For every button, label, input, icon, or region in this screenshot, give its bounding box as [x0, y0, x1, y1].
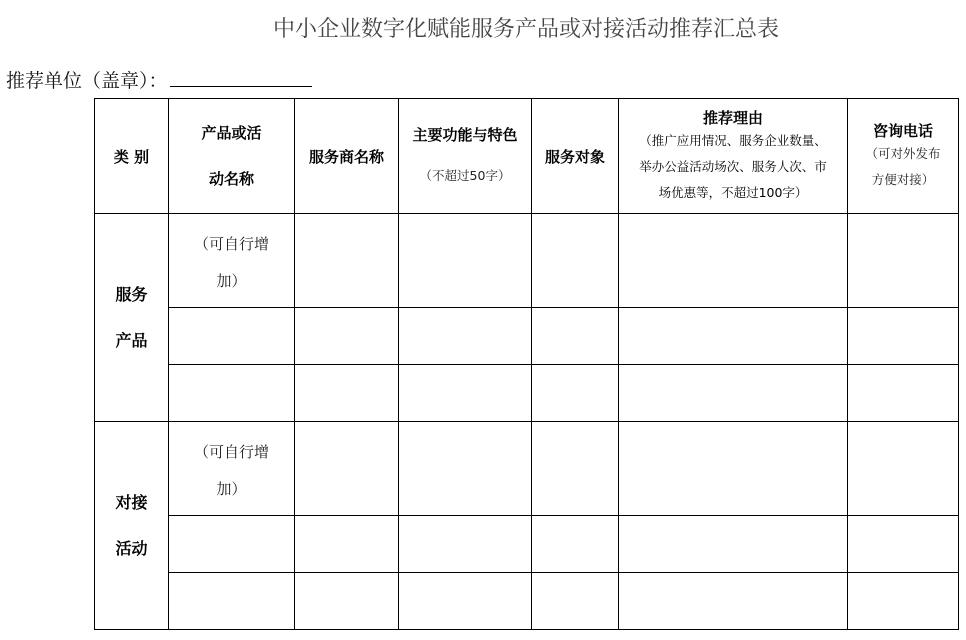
table-cell[interactable]: [848, 308, 959, 365]
table-cell[interactable]: [619, 573, 848, 630]
table-cell[interactable]: [848, 422, 959, 516]
header-name-line2: 动名称: [208, 170, 254, 188]
table-cell[interactable]: [532, 573, 619, 630]
table-cell[interactable]: [169, 573, 295, 630]
recommender-blank-line[interactable]: [170, 68, 312, 87]
table-cell[interactable]: [399, 214, 532, 308]
table-cell[interactable]: [295, 365, 399, 422]
header-name: [169, 99, 295, 214]
header-phone-label: 咨询电话: [872, 121, 933, 140]
table-cell[interactable]: [399, 365, 532, 422]
table-cell[interactable]: [848, 214, 959, 308]
header-features-note: （不超过50字）: [419, 167, 511, 183]
header-features: [399, 99, 532, 214]
table-cell[interactable]: [295, 516, 399, 573]
table-cell[interactable]: [169, 308, 295, 365]
table-cell[interactable]: [169, 365, 295, 422]
table-cell[interactable]: [532, 516, 619, 573]
recommender-field: [6, 66, 312, 93]
header-reason-label: 推荐理由: [702, 108, 763, 127]
table-cell[interactable]: [295, 214, 399, 308]
table-cell[interactable]: [532, 365, 619, 422]
category-cell: [95, 422, 169, 630]
header-reason-note-1: （推广应用情况、服务企业数量、: [639, 132, 827, 148]
table-cell[interactable]: [532, 214, 619, 308]
table-cell[interactable]: [619, 365, 848, 422]
header-reason-note-2: 举办公益活动场次、服务人次、市: [639, 158, 827, 174]
name-cell-note[interactable]: [169, 422, 295, 516]
page-title: 中小企业数字化赋能服务产品或对接活动推荐汇总表: [272, 17, 779, 42]
table-cell[interactable]: [399, 422, 532, 516]
recommender-label: 推荐单位（盖章）：: [6, 70, 168, 92]
header-row: [95, 99, 959, 214]
table-cell[interactable]: [619, 422, 848, 516]
summary-table: [94, 98, 959, 630]
note-line2: 加）: [216, 272, 247, 290]
table-row: [95, 365, 959, 422]
table-cell[interactable]: [295, 422, 399, 516]
note-line2: 加）: [216, 480, 247, 498]
header-category: 类 别: [95, 99, 169, 214]
header-name-line1: 产品或活: [201, 124, 262, 142]
table-row: [95, 308, 959, 365]
table-row: [95, 573, 959, 630]
table-cell[interactable]: [848, 573, 959, 630]
table-cell[interactable]: [295, 308, 399, 365]
table-cell[interactable]: [169, 516, 295, 573]
table-cell[interactable]: [619, 308, 848, 365]
note-line1: （可自行增: [193, 443, 269, 461]
category-line2: 活动: [115, 538, 148, 558]
table-cell[interactable]: [295, 573, 399, 630]
table-row: [95, 422, 959, 516]
note-line1: （可自行增: [193, 235, 269, 253]
table-cell[interactable]: [848, 516, 959, 573]
category-cell: [95, 214, 169, 422]
table-cell[interactable]: [619, 516, 848, 573]
table-cell[interactable]: [532, 308, 619, 365]
table-row: [95, 214, 959, 308]
category-line1: 对接: [115, 492, 148, 512]
header-phone: [848, 99, 959, 214]
header-phone-note-2: 方便对接）: [871, 171, 935, 187]
table-row: [95, 516, 959, 573]
category-line1: 服务: [115, 284, 148, 304]
header-reason: [619, 99, 848, 214]
category-line2: 产品: [115, 330, 148, 350]
table-cell[interactable]: [532, 422, 619, 516]
header-phone-note-1: （可对外发布: [865, 145, 941, 161]
header-provider: 服务商名称: [295, 99, 399, 214]
table-cell[interactable]: [848, 365, 959, 422]
header-reason-note-3: 场优惠等，不超过100字）: [658, 184, 808, 200]
table-cell[interactable]: [399, 308, 532, 365]
header-target: 服务对象: [532, 99, 619, 214]
table-cell[interactable]: [399, 516, 532, 573]
table-cell[interactable]: [399, 573, 532, 630]
table-cell[interactable]: [619, 214, 848, 308]
header-features-label: 主要功能与特色: [412, 125, 518, 144]
name-cell-note[interactable]: [169, 214, 295, 308]
